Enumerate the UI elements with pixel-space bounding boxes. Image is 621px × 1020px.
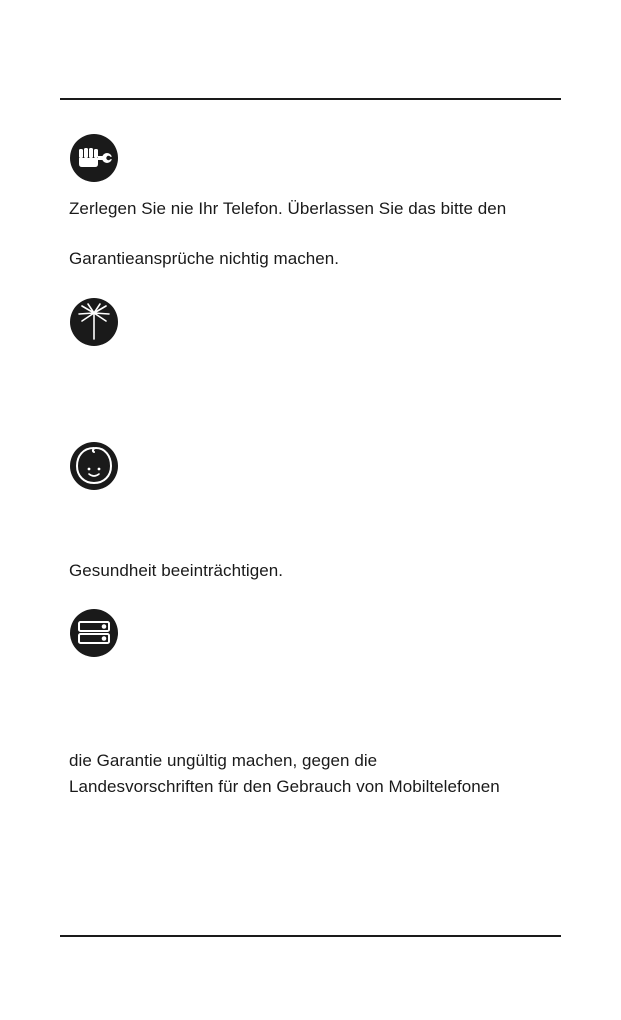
top-divider [60,98,561,100]
section-3-line-1: Gesundheit beeinträchtigen. [69,561,283,580]
section-4-line-2: Landesvorschriften für den Gebrauch von Mobiltelefonen [69,777,500,796]
accessories-icon [69,608,119,658]
section-4-line-1: die Garantie ungültig machen, gegen die [69,751,378,770]
no-disassembly-icon [69,133,119,183]
section-1-line-2: Garantieansprüche nichtig machen. [69,249,340,268]
explosive-area-icon [69,297,119,347]
bottom-divider [60,935,561,937]
child-safety-icon [69,441,119,491]
section-1-line-1: Zerlegen Sie nie Ihr Telefon. Überlassen Sie das bitte den [69,199,507,218]
